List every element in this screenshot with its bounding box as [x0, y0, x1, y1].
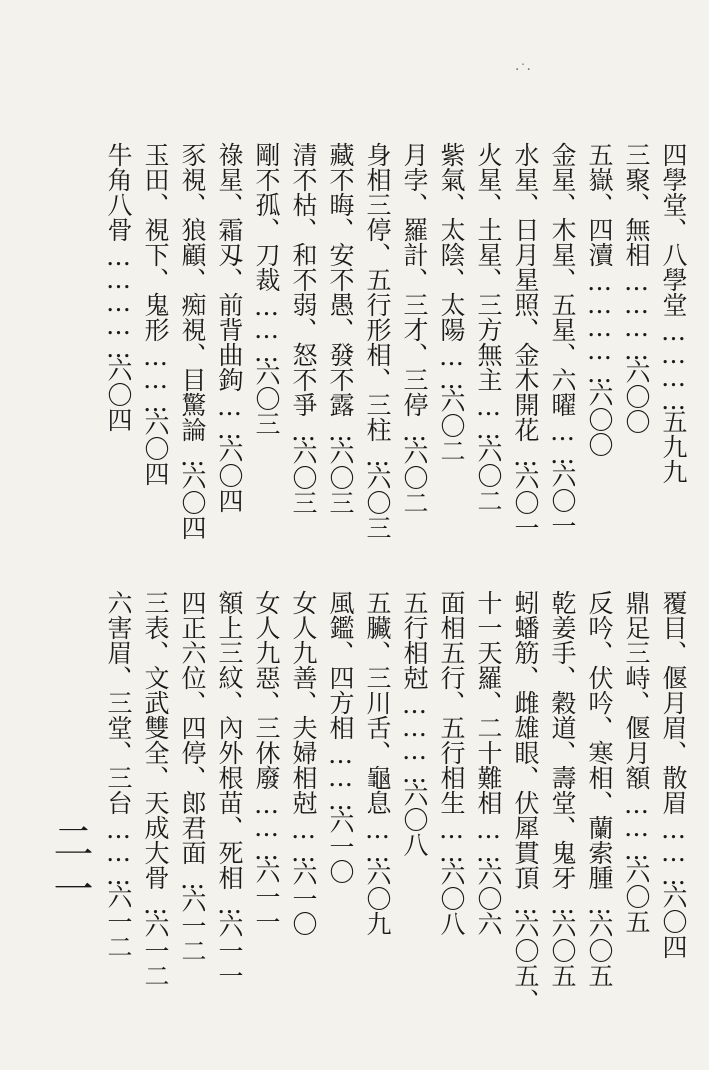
toc-entry: 三表、文武雙全、天成大骨…六一二 — [141, 590, 170, 988]
toc-entry: 五臟、三川舌、龜息……六〇九 — [363, 590, 392, 936]
toc-entry: 鼎足三峙、偃月額………六〇五 — [622, 590, 651, 934]
toc-entry: 四學堂、八學堂…………五九九 — [659, 142, 688, 484]
page-number: 二一 — [47, 820, 93, 916]
toc-entry: 五行相尅…………六〇八 — [400, 590, 429, 857]
toc-entry: 反吟、伏吟、寒相、蘭索腫…六〇五 — [585, 590, 614, 988]
toc-entry: 牛角八骨……………六〇四 — [104, 142, 133, 432]
toc-entry: 乾姜手、穀道、壽堂、鬼牙…六〇五 — [548, 590, 577, 988]
toc-entry: 四正六位、四停、郎君面…六一二 — [178, 590, 207, 963]
toc-entry: 身相三停、五行形相、三柱…六〇三 — [363, 142, 392, 540]
toc-entry: 玉田、視下、鬼形………六〇四 — [141, 142, 170, 486]
toc-entry: 蚓蟠筋、雌雄眼、伏犀貫頂…六〇五、 — [511, 590, 540, 1013]
toc-entry: 藏不晦、安不愚、發不露…六〇三 — [326, 142, 355, 515]
toc-entry: 清不枯、和不弱、怒不爭…六〇三 — [289, 142, 318, 515]
toc-entry: 額上三紋、內外根苗、死相…六一一 — [215, 590, 244, 988]
toc-entry: 豕視、狼顧、痴視、目驚論…六〇四 — [178, 142, 207, 540]
toc-entry: 女人九惡、三休廢………六一一 — [252, 590, 281, 934]
toc-entry: 金星、木星、五星、六曜……六〇一 — [548, 142, 577, 538]
toc-entry: 剛不孤、刀裁………六〇三 — [252, 142, 281, 436]
toc-entry: 三聚、無相…………六〇〇 — [622, 142, 651, 434]
toc-entry: 十一天羅、二十難相……六〇六 — [474, 590, 503, 936]
ink-smudge: ·˙· — [515, 62, 531, 78]
toc-entry: 女人九善、夫婦相尅……六一〇 — [289, 590, 318, 936]
toc-entry: 六害眉、三堂、三台………六一二 — [104, 590, 133, 959]
toc-entry: 月孛、羅計、三才、三停…六〇二 — [400, 142, 429, 515]
toc-entry: 火星、土星、三方無主……六〇二 — [474, 142, 503, 513]
toc-entry: 紫氣、太陰、太陽……六〇二 — [437, 142, 466, 463]
toc-entry: 水星、日月星照、金木開花…六〇一 — [511, 142, 540, 540]
toc-entry: 風鑑、四方相………六一〇 — [326, 590, 355, 884]
toc-entry: 五嶽、四瀆……………六〇〇 — [585, 142, 614, 457]
toc-entry: 覆目、偃月眉、散眉………六〇四 — [659, 590, 688, 959]
toc-entry: 祿星、霜刄、前背曲鉤……六〇四 — [215, 142, 244, 513]
toc-entry: 面相五行、五行相生……六〇八 — [437, 590, 466, 936]
